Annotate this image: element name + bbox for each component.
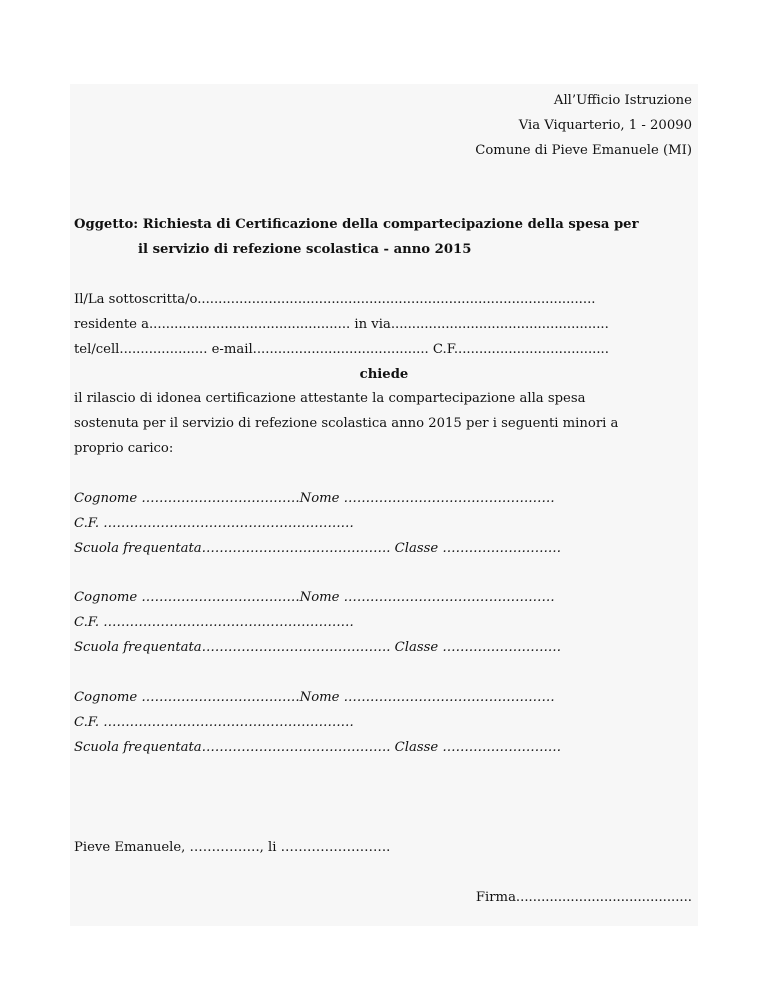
subject-line-1: Oggetto: Richiesta di Certificazione della compartecipazione della spesa per [74, 217, 639, 232]
minor-2-cf-line: C.F. ………………………………………………… [74, 615, 354, 630]
recipient-line-1: All’Ufficio Istruzione [553, 93, 692, 108]
applicant-name-line: Il/La sottoscritta/o............................................................................................... [74, 292, 596, 307]
minor-2-school-line: Scuola frequentata……………………………………. Classe ……………………… [74, 640, 562, 655]
request-line-3: proprio carico: [74, 441, 174, 456]
document-page [70, 84, 698, 926]
request-line-2: sostenuta per il servizio di refezione scolastica anno 2015 per i seguenti minori a [74, 416, 619, 431]
request-line-1: il rilascio di idonea certificazione attestante la compartecipazione alla spesa [74, 391, 586, 406]
minor-1-school-line: Scuola frequentata……………………………………. Classe ……………………… [74, 541, 562, 556]
recipient-line-2: Via Viquarterio, 1 - 20090 [518, 118, 692, 133]
minor-3-name-line: Cognome ………………………………Nome ………………………………………… [74, 690, 555, 705]
recipient-line-3: Comune di Pieve Emanuele (MI) [475, 143, 692, 158]
applicant-contact-line: tel/cell..................... e-mail.......................................... C.F..................................... [74, 342, 609, 357]
place-date-line: Pieve Emanuele, ……………., li ……………………. [74, 840, 391, 855]
minor-2-name-line: Cognome ………………………………Nome ………………………………………… [74, 590, 555, 605]
minor-3-cf-line: C.F. ………………………………………………… [74, 715, 354, 730]
request-heading: chiede [359, 367, 409, 382]
applicant-residence-line: residente a................................................ in via.................................................... [74, 317, 609, 332]
minor-3-school-line: Scuola frequentata……………………………………. Classe ……………………… [74, 740, 562, 755]
minor-1-name-line: Cognome ………………………………Nome ………………………………………… [74, 491, 555, 506]
signature-line: Firma.......................................... [475, 890, 692, 905]
minor-1-cf-line: C.F. ………………………………………………… [74, 516, 354, 531]
subject-line-2: il servizio di refezione scolastica - anno 2015 [138, 242, 472, 257]
